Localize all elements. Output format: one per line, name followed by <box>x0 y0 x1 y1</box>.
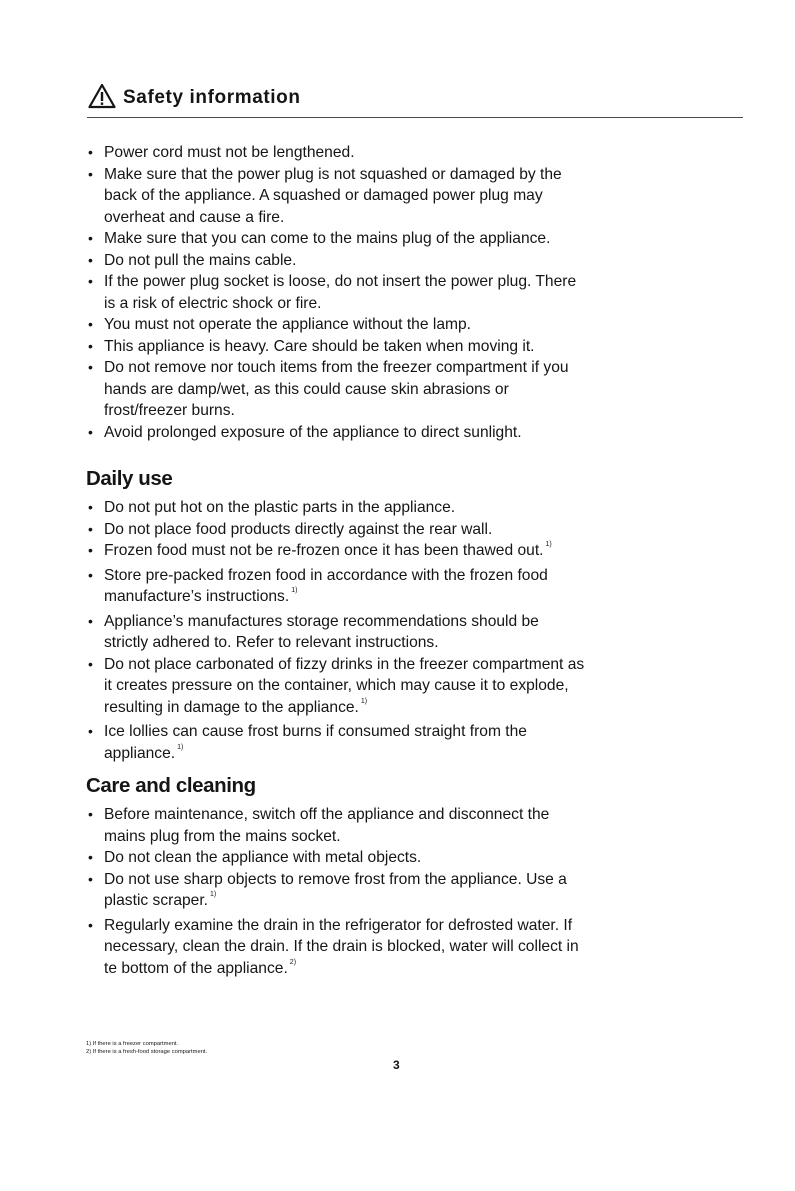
list-item-line: Regularly examine the drain in the refrigerator for defrosted water. If <box>104 916 573 934</box>
safety-header <box>87 83 743 118</box>
list-item-line: Appliance’s manufactures storage recommendations should be <box>104 612 539 630</box>
list-item-line: resulting in damage to the appliance. <box>104 698 359 716</box>
care-cleaning-list <box>87 804 747 982</box>
footnote: 2) If there is a fresh-food storage compartment. <box>86 1049 208 1055</box>
list-item <box>87 497 747 519</box>
list-item <box>87 336 747 358</box>
list-item <box>87 721 747 767</box>
list-item-line: Do not place carbonated of fizzy drinks in the freezer compartment as <box>104 655 585 673</box>
list-item <box>87 271 747 314</box>
list-item-line: mains plug from the mains socket. <box>104 827 341 845</box>
list-item <box>87 804 747 847</box>
footnote: 1) If there is a freezer compartment. <box>86 1041 179 1047</box>
list-item-line: necessary, clean the drain. If the drain is blocked, water will collect in <box>104 938 579 955</box>
list-item <box>87 250 747 272</box>
footnote-marker: 1) <box>210 891 217 898</box>
list-item-line: Frozen food must not be re-frozen once it has been thawed out. <box>104 542 544 559</box>
page-number: 3 <box>393 1058 400 1072</box>
list-item <box>87 847 747 869</box>
list-item <box>87 422 747 444</box>
list-item-line: Power cord must not be lengthened. <box>104 144 355 161</box>
list-item-line: Make sure that the power plug is not squashed or damaged by the <box>104 165 562 183</box>
footnote-marker: 1) <box>177 743 184 751</box>
list-item-line: back of the appliance. A squashed or damaged power plug may <box>104 187 543 204</box>
list-item-line: Do not pull the mains cable. <box>104 251 297 269</box>
list-item-line: Ice lollies can cause frost burns if consumed straight from the <box>104 723 527 740</box>
list-item-line: frost/freezer burns. <box>104 402 235 419</box>
list-item-line: strictly adhered to. Refer to relevant instructions. <box>104 634 439 651</box>
list-item-line: is a risk of electric shock or fire. <box>104 294 322 312</box>
list-item-line: appliance. <box>104 744 176 762</box>
list-item <box>87 565 747 611</box>
list-item <box>87 164 747 229</box>
list-item-line: This appliance is heavy. Care should be taken when moving it. <box>104 337 535 355</box>
list-item <box>87 519 747 541</box>
list-item <box>87 228 747 250</box>
list-item-line: plastic scraper. <box>104 892 209 909</box>
list-item <box>87 915 747 983</box>
list-item <box>87 314 747 336</box>
list-item-line: overheat and cause a fire. <box>104 208 285 226</box>
list-item-line: te bottom of the appliance. <box>104 959 288 977</box>
list-item-line: it creates pressure on the container, which may cause it to explode, <box>104 677 569 694</box>
list-item-line: Before maintenance, switch off the appliance and disconnect the <box>104 806 550 823</box>
daily-use-list <box>87 497 747 767</box>
list-item <box>87 869 747 915</box>
list-item-line: hands are damp/wet, as this could cause skin abrasions or <box>104 380 509 398</box>
list-item-line: Do not place food products directly against the rear wall. <box>104 520 493 538</box>
list-item <box>87 540 747 565</box>
list-item-line: If the power plug socket is loose, do not insert the power plug. There <box>104 273 577 290</box>
list-item-line: You must not operate the appliance without the lamp. <box>104 316 471 333</box>
footnote-marker: 1) <box>291 587 298 594</box>
warning-triangle-icon <box>88 83 116 109</box>
list-item <box>87 357 747 422</box>
footnote-marker: 2) <box>289 958 297 966</box>
list-item-line: Do not use sharp objects to remove frost from the appliance. Use a <box>104 870 567 888</box>
care-cleaning-heading: Care and cleaning <box>86 774 256 797</box>
list-item <box>87 611 747 654</box>
footnote-marker: 1) <box>545 541 552 548</box>
list-item-line: Do not put hot on the plastic parts in the appliance. <box>104 499 456 516</box>
footnote-marker: 1) <box>360 697 368 705</box>
footnotes <box>86 1040 207 1056</box>
list-item <box>87 654 747 722</box>
list-item-line: Make sure that you can come to the mains plug of the appliance. <box>104 230 551 247</box>
list-item-line: Avoid prolonged exposure of the appliance to direct sunlight. <box>104 423 522 441</box>
safety-title: Safety information <box>123 87 301 108</box>
list-item-line: Do not clean the appliance with metal objects. <box>104 849 422 866</box>
daily-use-heading: Daily use <box>86 467 173 490</box>
safety-list <box>87 142 747 443</box>
list-item-line: manufacture’s instructions. <box>104 588 290 605</box>
list-item-line: Store pre-packed frozen food in accordance with the frozen food <box>104 566 548 584</box>
list-item-line: Do not remove nor touch items from the freezer compartment if you <box>104 359 569 376</box>
list-item <box>87 142 747 164</box>
